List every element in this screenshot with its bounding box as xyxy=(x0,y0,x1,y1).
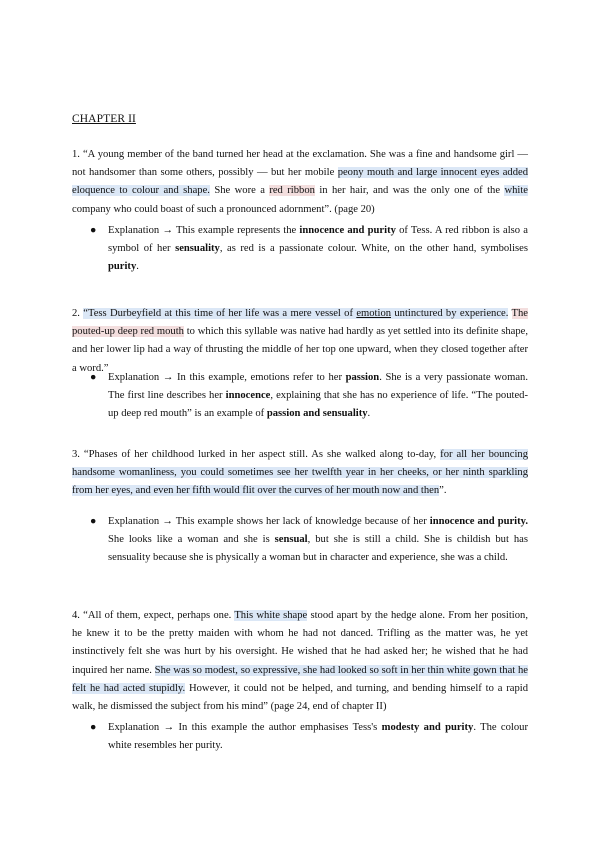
text-run: Explanation → This example represents the xyxy=(108,225,300,236)
bold-text: sensual xyxy=(274,534,308,546)
quote-3 xyxy=(72,446,528,501)
text-run: Explanation → In this example the author emphasises Tess's xyxy=(108,722,382,733)
explanation-2-text xyxy=(108,369,528,424)
highlighted-text: She was so modest, so expressive, she had looked so soft in her thin white gown that he felt he had acted stupidly. xyxy=(72,664,528,694)
explanation-2 xyxy=(90,369,528,424)
quote-2 xyxy=(72,305,528,378)
text-run: 4. “All of them, expect, perhaps one. xyxy=(72,610,235,621)
explanation-4-text xyxy=(108,719,528,755)
bold-text: innocence and purity. xyxy=(429,516,529,527)
text-run: stood apart by the hedge alone. From her position, he knew it to be the pretty maiden with whom he had not danced. Trifling as the matter was, he yet instinctively felt she was hurt by his oversight. He wished that he had asked her; he wished that he had inquired her name. xyxy=(72,610,528,676)
text-run: 2. xyxy=(72,308,84,319)
text-run: She looks like a woman and she is xyxy=(108,534,275,546)
text-run: . The colour white resembles her purity. xyxy=(108,722,528,752)
bullet-icon: ● xyxy=(90,516,97,527)
highlighted-text: white xyxy=(504,185,528,197)
bullet-icon: ● xyxy=(90,372,97,383)
chapter-title: CHAPTER II xyxy=(72,113,136,125)
bold-text: innocence and purity xyxy=(299,225,396,236)
quote-1 xyxy=(72,146,528,219)
text-run: to which this syllable was native had hardly as yet settled into its definite shape, and her lower lip had a way of thrusting the middle of her top one upward, when they closed together after a word.” xyxy=(72,326,528,374)
text-run: , as red is a passionate colour. White, on the other hand, symbolises xyxy=(219,243,528,255)
bullet-icon: ● xyxy=(90,225,97,236)
explanation-3 xyxy=(90,513,528,568)
text-run: company who could boast of such a pronounced adornment”. (page 20) xyxy=(72,203,375,215)
bold-text: sensuality xyxy=(175,243,220,255)
bold-text: modesty and purity xyxy=(381,722,474,733)
highlighted-text: peony mouth and large innocent eyes added eloquence to colour and shape. xyxy=(72,167,528,197)
text-run: ”. xyxy=(439,485,447,497)
text-run: Explanation → This example shows her lack of knowledge because of her xyxy=(108,516,430,527)
explanation-3-text xyxy=(108,513,528,568)
bold-text: passion xyxy=(345,372,380,383)
text-run: in her hair, and was the only one of the xyxy=(314,185,505,197)
explanation-4 xyxy=(90,719,528,755)
text-run: Explanation → In this example, emotions refer to her xyxy=(108,372,346,383)
explanation-1-text xyxy=(108,222,528,277)
highlighted-text: for all her bouncing handsome womanliness, you could sometimes see her twelfth year in her cheeks, or her ninth sparkling from her eyes, and even her fifth would flit over the curves of her mouth now and then xyxy=(72,449,528,497)
quote-4 xyxy=(72,607,528,716)
highlighted-text: This white shape xyxy=(234,610,308,621)
bullet-icon: ● xyxy=(90,722,97,733)
text-run: However, it could not be helped, and turning, and bending himself to a rapid walk, he dismissed the subject from his mind” (page 24, end of chapter II) xyxy=(72,682,529,713)
bold-text: innocence xyxy=(225,390,271,402)
highlighted-text: untinctured by experience. xyxy=(391,308,509,319)
text-run: . xyxy=(367,408,371,420)
text-run: She wore a xyxy=(209,185,270,197)
text-run: . She is a very passionate woman. The first line describes her xyxy=(108,372,528,402)
text-run: 1. “A young member of the band turned her head at the exclamation. She was a fine and handsome girl — not handsomer than some others, possibly — but her mobile xyxy=(72,149,528,179)
text-run: . xyxy=(136,261,139,273)
text-run: , explaining that she has no experience of life. “The pouted-up deep red mouth” is an example of xyxy=(108,390,528,420)
highlighted-text: red ribbon xyxy=(269,185,315,197)
text-run: 3. “Phases of her childhood lurked in her aspect still. As she walked along to-day, xyxy=(72,449,441,460)
bold-text: passion and sensuality xyxy=(266,408,368,420)
text-run: of Tess. A red ribbon is also a symbol of her xyxy=(108,225,528,255)
highlighted-text: “Tess Durbeyfield at this time of her life was a mere vessel of xyxy=(83,308,357,319)
explanation-1 xyxy=(90,222,528,277)
bold-text: purity xyxy=(108,261,137,273)
highlighted-text: The pouted-up deep red mouth xyxy=(72,308,528,338)
highlighted-text: emotion xyxy=(356,308,392,319)
text-run: , but she is still a child. She is childish but has sensuality because she is physically a woman but in character and experience, she was a child. xyxy=(108,534,528,564)
